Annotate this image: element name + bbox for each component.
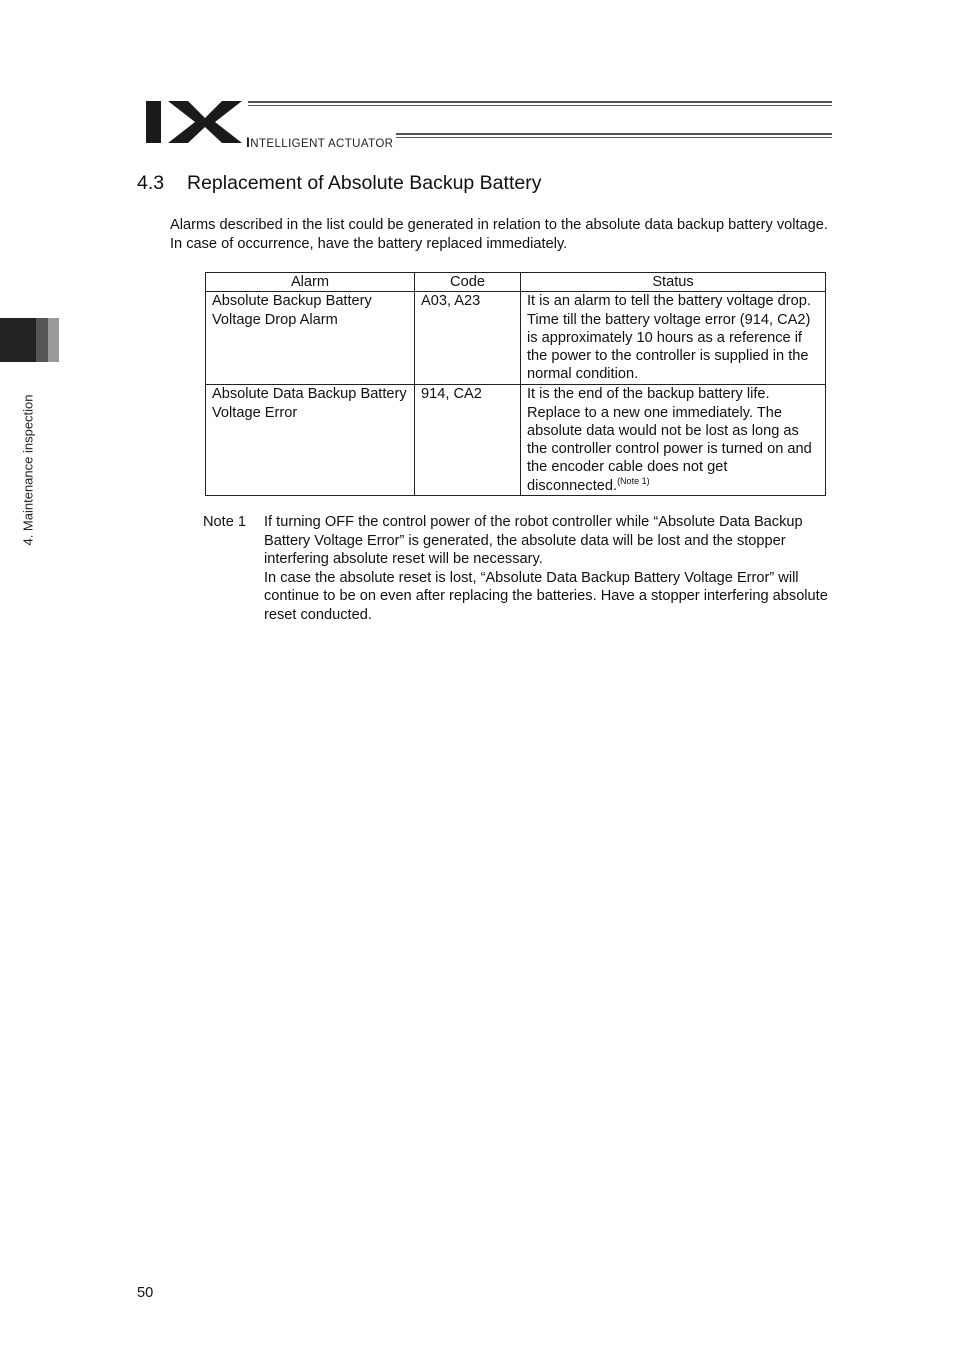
brand-name: INTELLIGENT ACTUATOR <box>246 134 394 150</box>
header-status: Status <box>521 273 826 292</box>
note-label: Note 1 <box>203 514 246 530</box>
chapter-tab-marker-light <box>48 318 59 362</box>
note-reference: (Note 1) <box>617 475 650 486</box>
alarm-table <box>205 272 826 496</box>
note-block <box>203 513 843 624</box>
status-cell: It is an alarm to tell the battery voltage drop. Time till the battery voltage error (914, CA2) is approximately 10 hours as a reference if the power to the controller is supplied in the normal condition. <box>521 292 826 385</box>
code-cell: A03, A23 <box>415 292 521 385</box>
note-body <box>264 513 843 624</box>
chapter-tab-marker <box>0 318 36 362</box>
chapter-label: 4. Maintenance inspection <box>20 394 36 546</box>
intro-paragraph: Alarms described in the list could be generated in relation to the absolute data backup battery voltage. In case of occurrence, have the battery replaced immediately. <box>170 217 828 252</box>
header-code: Code <box>415 273 521 292</box>
section-number: 4.3 <box>137 172 165 194</box>
page-number: 50 <box>137 1285 154 1301</box>
header-rule-top-1 <box>248 101 832 103</box>
header-rule-bottom-1 <box>396 133 832 135</box>
table-row <box>206 385 826 496</box>
alarm-cell: Absolute Backup Battery Voltage Drop Alarm <box>206 292 415 385</box>
note-paragraph: In case the absolute reset is lost, “Absolute Data Backup Battery Voltage Error” will continue to be on even after replacing the batteries. Have a stopper interfering absolute reset conducted. <box>264 569 828 623</box>
section-title: Replacement of Absolute Backup Battery <box>187 172 542 194</box>
section-heading <box>137 172 541 195</box>
note-paragraph: If turning OFF the control power of the robot controller while “Absolute Data Backup Battery Voltage Error” is generated, the absolute data will be lost and the stopper interfering absolute reset will be necessary. <box>264 514 803 567</box>
header-rule-top-2 <box>248 105 832 106</box>
status-cell <box>521 385 826 496</box>
alarm-cell: Absolute Data Backup Battery Voltage Error <box>206 385 415 496</box>
table-header-row <box>206 273 826 292</box>
header-rule-bottom-2 <box>396 137 832 138</box>
ix-logo-mark <box>144 98 244 146</box>
table-row <box>206 292 826 385</box>
chapter-tab-marker-shade <box>36 318 48 362</box>
header-alarm: Alarm <box>206 273 415 292</box>
code-cell: 914, CA2 <box>415 385 521 496</box>
status-text: It is the end of the backup battery life. Replace to a new one immediately. The absolute data would not be lost as long as the controller control power is turned on and the encoder cable does not get disconnected. <box>527 386 812 494</box>
